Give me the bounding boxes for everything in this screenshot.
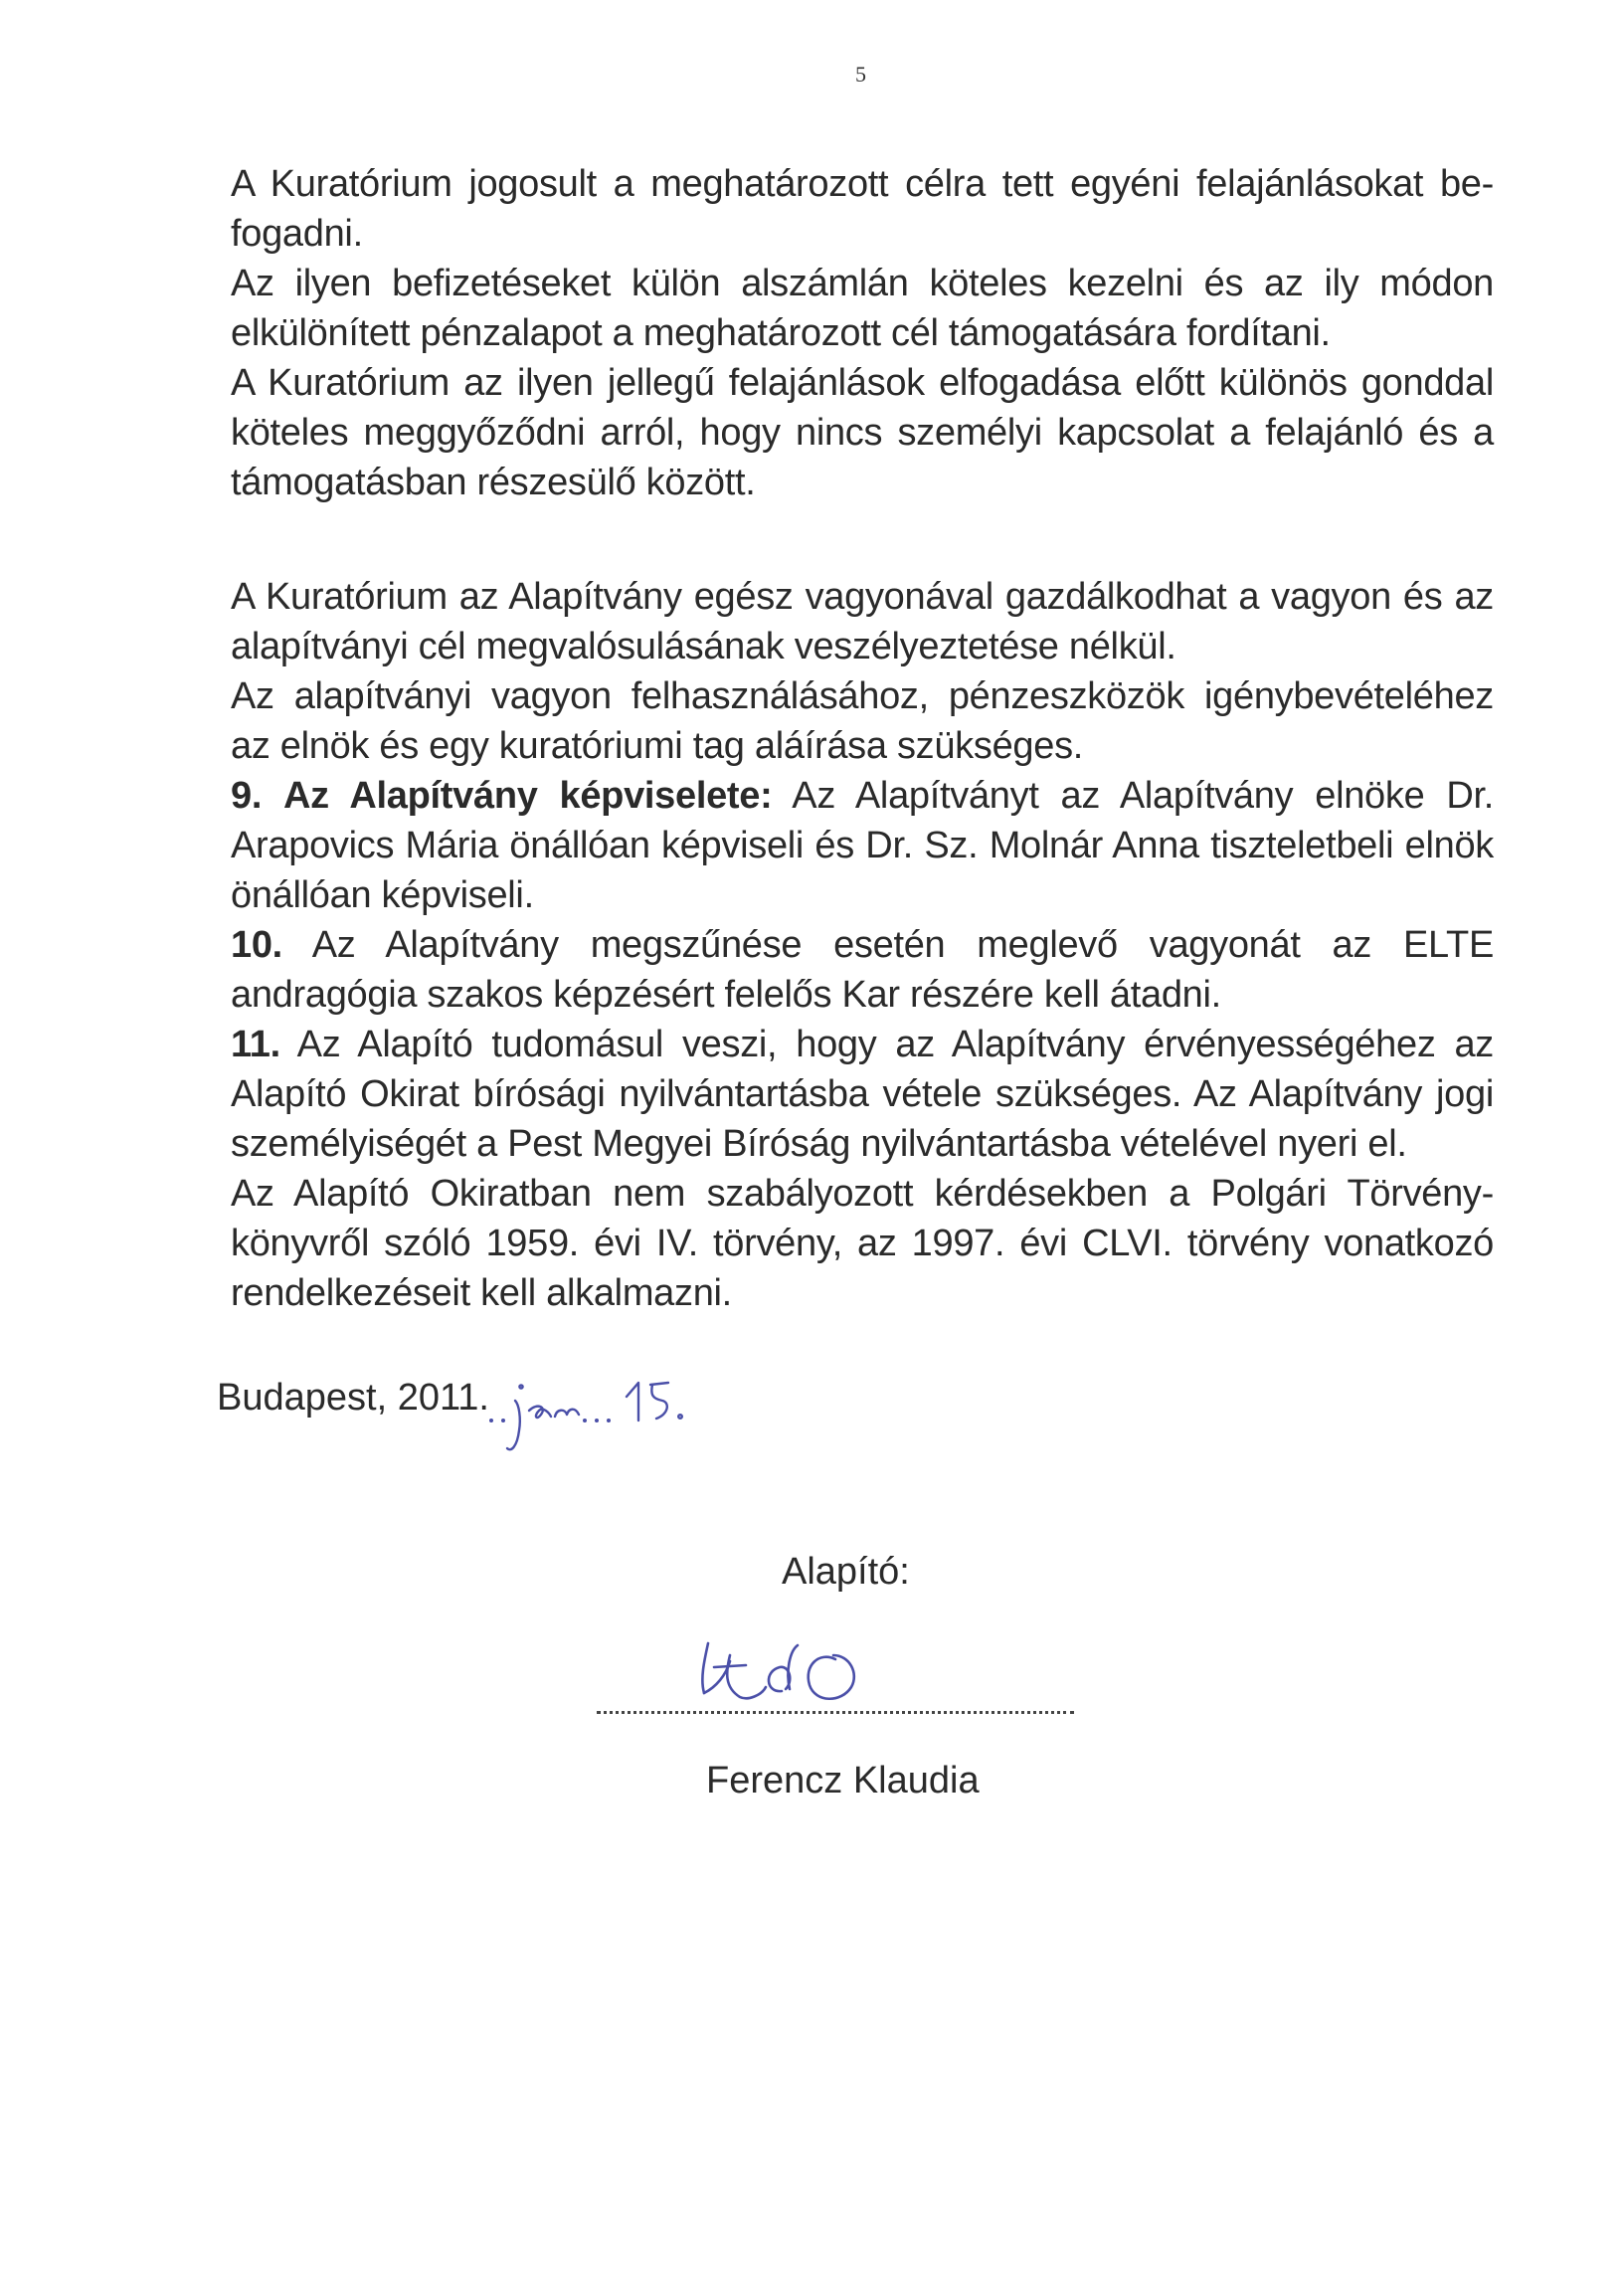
signature-text: Ferencz Klaudia [686, 1631, 694, 1632]
section-10-number: 10. [231, 924, 282, 966]
paragraph-personal-relation: A Kuratórium az ilyen jellegű felajánlások elfogadása előtt különös gonddal köteles meggyőződni arról, hogy nincs személyi kapcsolat a felajánló és a támogatásban részesülő között. [231, 362, 1494, 503]
section-9 [231, 771, 1494, 920]
paragraph-asset-management: A Kuratórium az Alapítvány egész vagyonával gazdálkodhat a vagyon és az alapítványi cél megvalósulásának veszélyeztetése nélkül. [231, 576, 1494, 667]
signature-dotted-line [597, 1711, 1074, 1714]
paragraph-civil-code: Az Alapító Okiratban nem szabályozott kérdésekben a Polgári Törvény-könyvről szóló 1959. évi IV. törvény, az 1997. évi CLVI. törvény vonatkozó rendelkezéseit kell alkalmazni. [231, 1173, 1494, 1314]
section-11-text: Az Alapító tudomásul veszi, hogy az Alapítvány érvényességéhez az Alapító Okirat bírósági nyilvántartásba vétele szükséges. Az Alapítvány jogi személyiségét a Pest Megyei Bíróság nyilvántartásba vételével nyeri el. [231, 1024, 1494, 1165]
section-11 [231, 1020, 1494, 1169]
section-10 [231, 920, 1494, 1020]
page-number: 5 [855, 62, 866, 87]
date-line [217, 1373, 489, 1422]
document-body [231, 159, 1494, 507]
founder-label: Alapító: [782, 1551, 910, 1593]
paragraph-signature-requirement: Az alapítványi vagyon felhasználásához, pénzeszközök igénybevételéhez az elnök és egy kuratóriumi tag aláírása szükséges. [231, 675, 1494, 767]
signer-name: Ferencz Klaudia [706, 1760, 980, 1801]
signature-image [686, 1631, 915, 1721]
handwritten-date [485, 1369, 724, 1458]
date-place-year: Budapest, 2011. [217, 1377, 489, 1419]
section-9-number: 9. [231, 775, 263, 817]
section-11-number: 11. [231, 1024, 280, 1065]
paragraph-sub-account: Az ilyen befizetéseket külön alszámlán köteles kezelni és az ily módon elkülönített pénzalapot a meghatározott cél támogatására fordítani. [231, 263, 1494, 354]
paragraph-donations: A Kuratórium jogosult a meghatározott célra tett egyéni felajánlásokat be-fogadni. [231, 163, 1494, 255]
handwritten-date-text: jan. 15. [485, 1369, 489, 1370]
section-9-title: Az Alapítvány képviselete: [283, 775, 773, 817]
handwritten-date-stroke [507, 1401, 520, 1449]
section-10-text: Az Alapítvány megszűnése esetén meglevő vagyonát az ELTE andragógia szakos képzésért felelős Kar részére kell átadni. [231, 924, 1494, 1016]
section-9-text: Az Alapítványt az Alapítvány elnöke Dr. Arapovics Mária önállóan képviseli és Dr. Sz. Molnár Anna tiszteletbeli elnök önállóan képviseli. [231, 775, 1494, 916]
document-body-continued [231, 572, 1494, 1318]
